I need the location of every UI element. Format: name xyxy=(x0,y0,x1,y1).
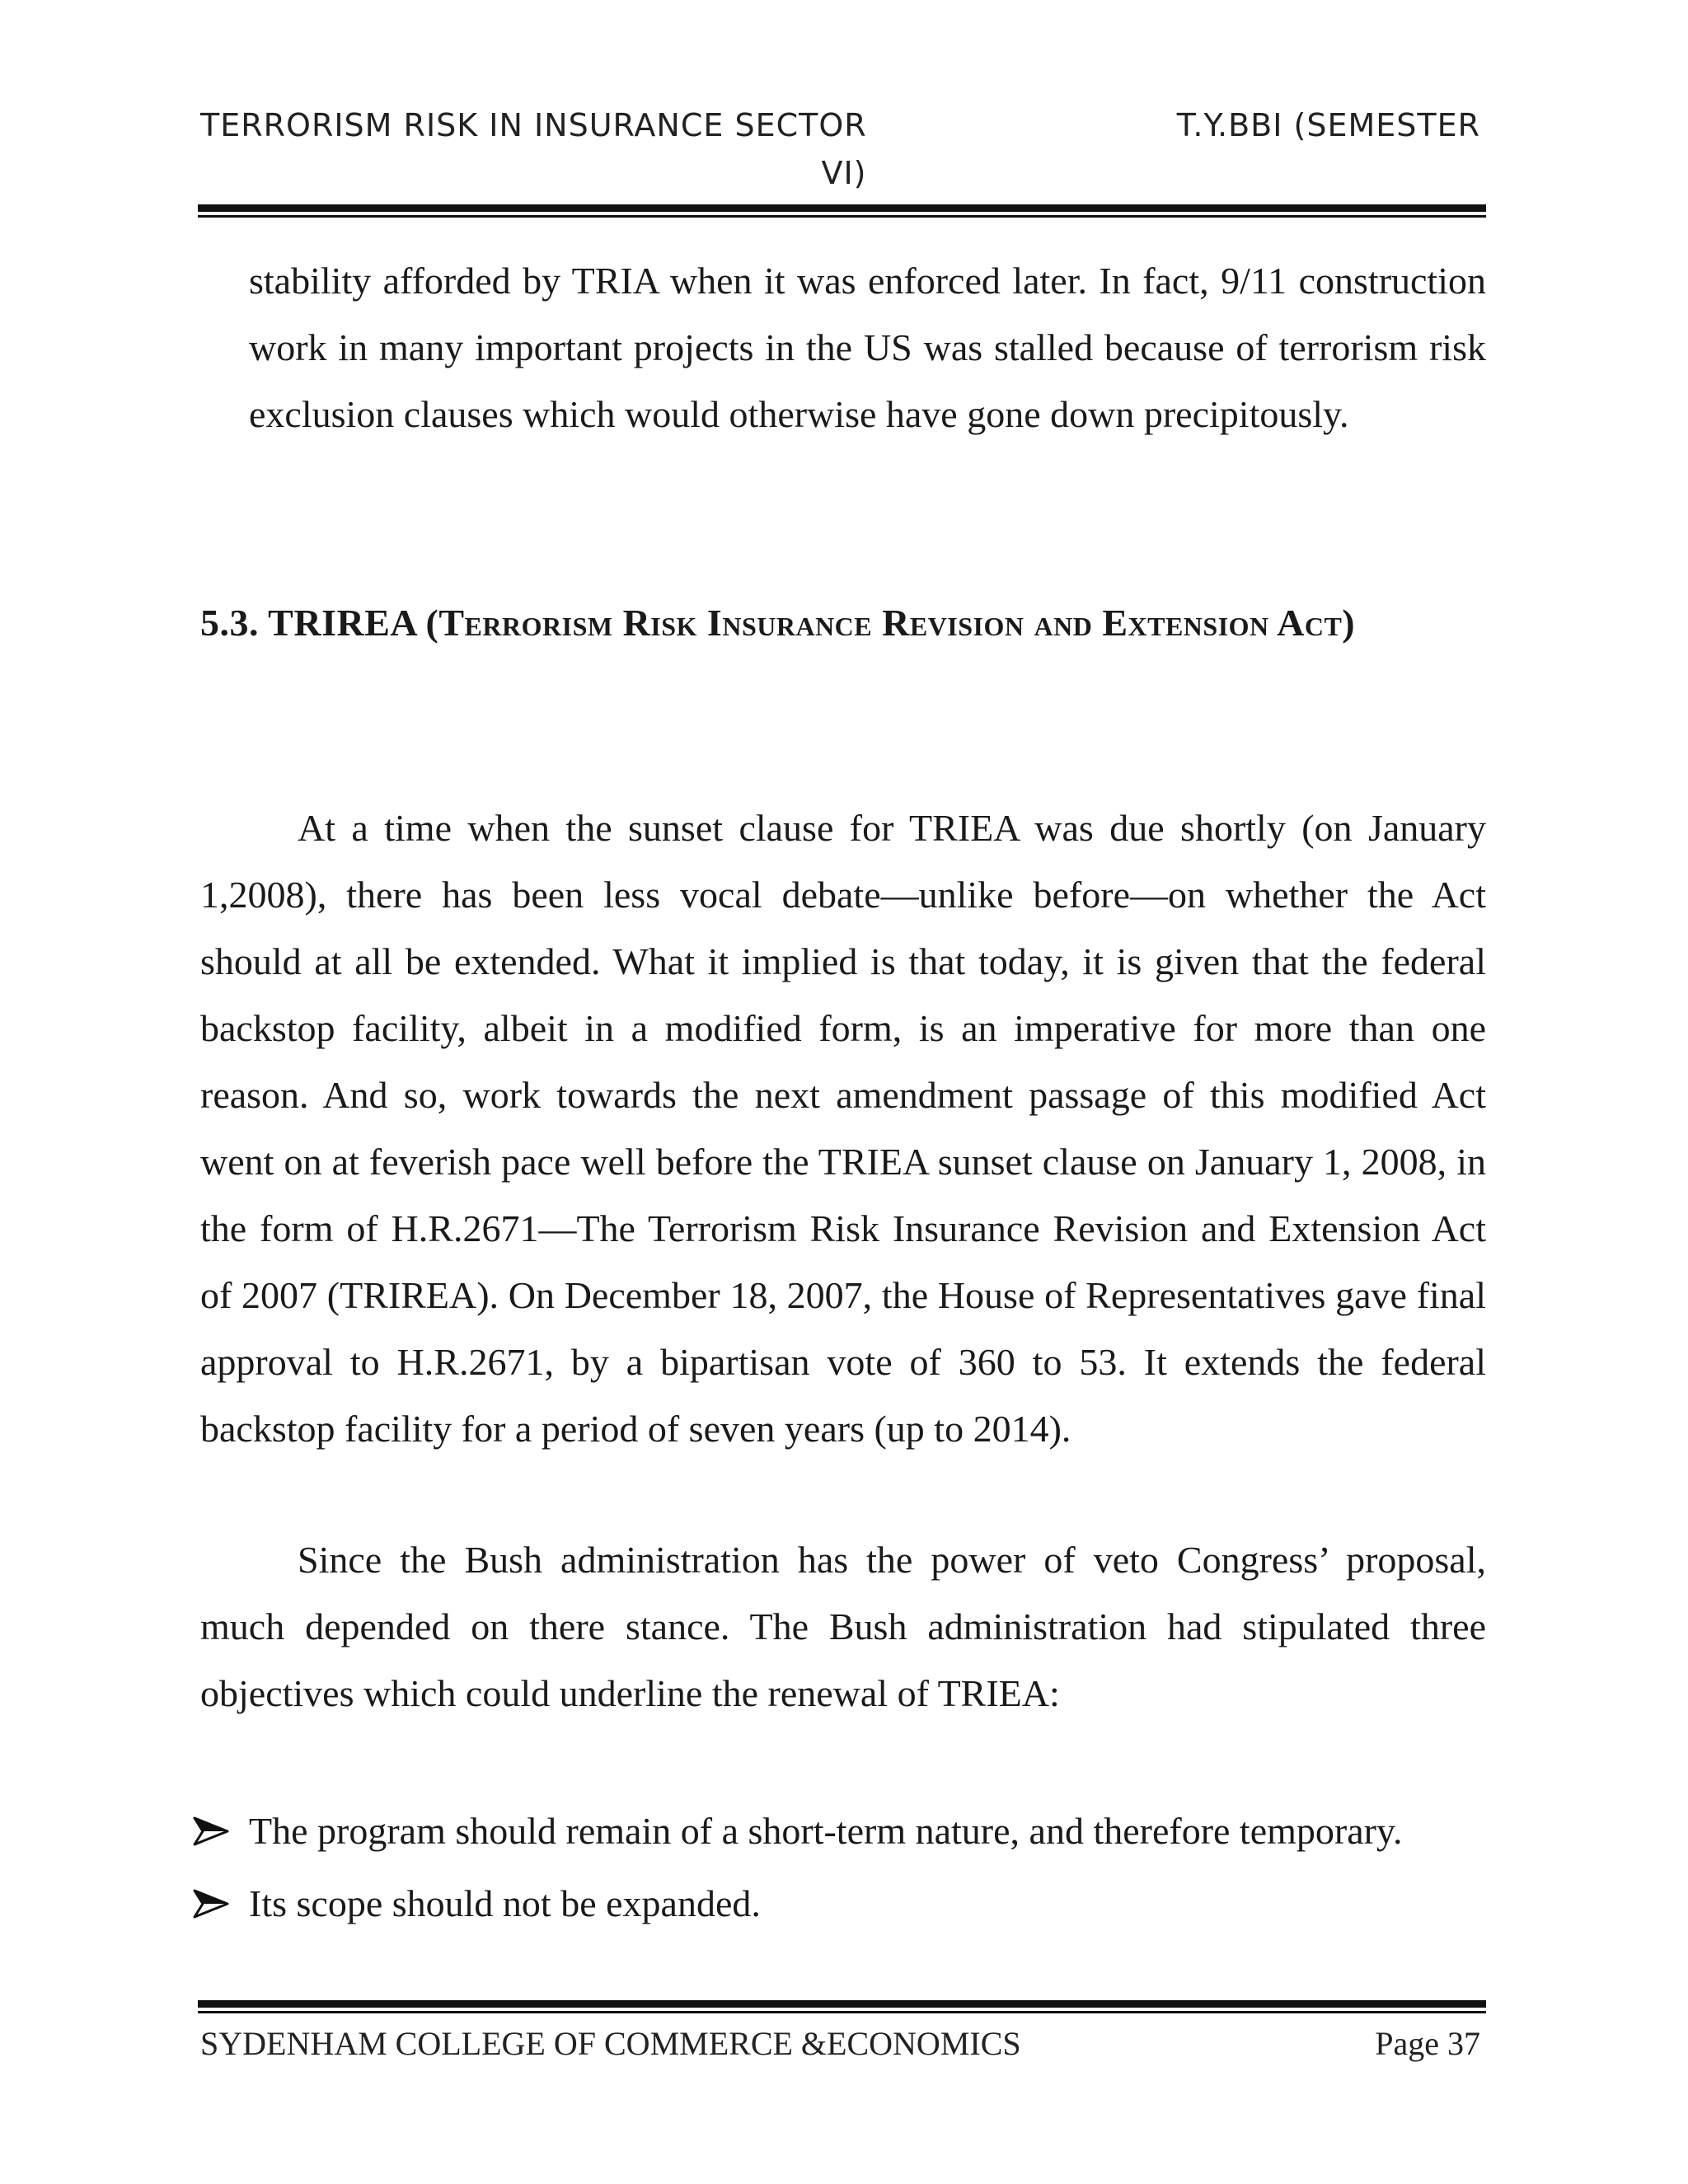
header-rule-thin xyxy=(198,215,1486,218)
footer-rule-thick xyxy=(198,2000,1486,2008)
paragraph-trirea xyxy=(200,794,1486,1462)
list-item xyxy=(191,1795,1510,1868)
header-course: T.Y.BBI (SEMESTER xyxy=(1176,107,1480,143)
footer-rule-thin xyxy=(198,2011,1486,2013)
header-title: TERRORISM RISK IN INSURANCE SECTOR xyxy=(200,107,867,143)
header-course-continued: VI) xyxy=(821,155,867,191)
paragraph-bush-administration xyxy=(200,1526,1486,1727)
footer-page-number: Page 37 xyxy=(1375,2025,1480,2062)
paragraph-trirea-text: At a time when the sunset clause for TRIEA was due shortly (on January 1,2008), there has been less vocal debate—unlike before—on whether the Act should at all be extended. What it implied is that today, it is given that the federal backstop facility, albeit in a modified form, is an imperative for more than one reason. And so, work towards the next amendment passage of this modified Act went on at feverish pace well before the TRIEA sunset clause on January 1, 2008, in the form of H.R.2671—The Terrorism Risk Insurance Revision and Extension Act of 2007 (TRIREA). On December 18, 2007, the House of Representatives gave final approval to H.R.2671, by a bipartisan vote of 360 to 53. It extends the federal backstop facility for a period of seven years (up to 2014). xyxy=(200,807,1486,1450)
list-item-text: The program should remain of a short-term nature, and therefore temporary. xyxy=(249,1810,1403,1852)
intro-paragraph: stability afforded by TRIA when it was enforced later. In fact, 9/11 construction work in many important projects in the US was stalled because of terrorism risk exclusion clauses which would otherwise have gone down precipitously. xyxy=(249,260,1486,435)
section-heading: 5.3. TRIREA (Terrorism Risk Insurance Revision and Extension Act) xyxy=(200,602,1356,644)
objectives-list xyxy=(191,1795,1510,1940)
footer-college: SYDENHAM COLLEGE OF COMMERCE &ECONOMICS xyxy=(200,2025,1021,2062)
header-rule-thick xyxy=(198,204,1486,212)
paragraph-bush-text: Since the Bush administration has the power of veto Congress’ proposal, much depended on there stance. The Bush administration had stipulated three objectives which could underline the renewal of TRIEA: xyxy=(200,1539,1486,1714)
list-item xyxy=(191,1868,1510,1940)
arrowhead-bullet-icon xyxy=(191,1887,231,1920)
list-item-text: Its scope should not be expanded. xyxy=(249,1882,761,1924)
arrowhead-bullet-icon xyxy=(191,1815,231,1848)
